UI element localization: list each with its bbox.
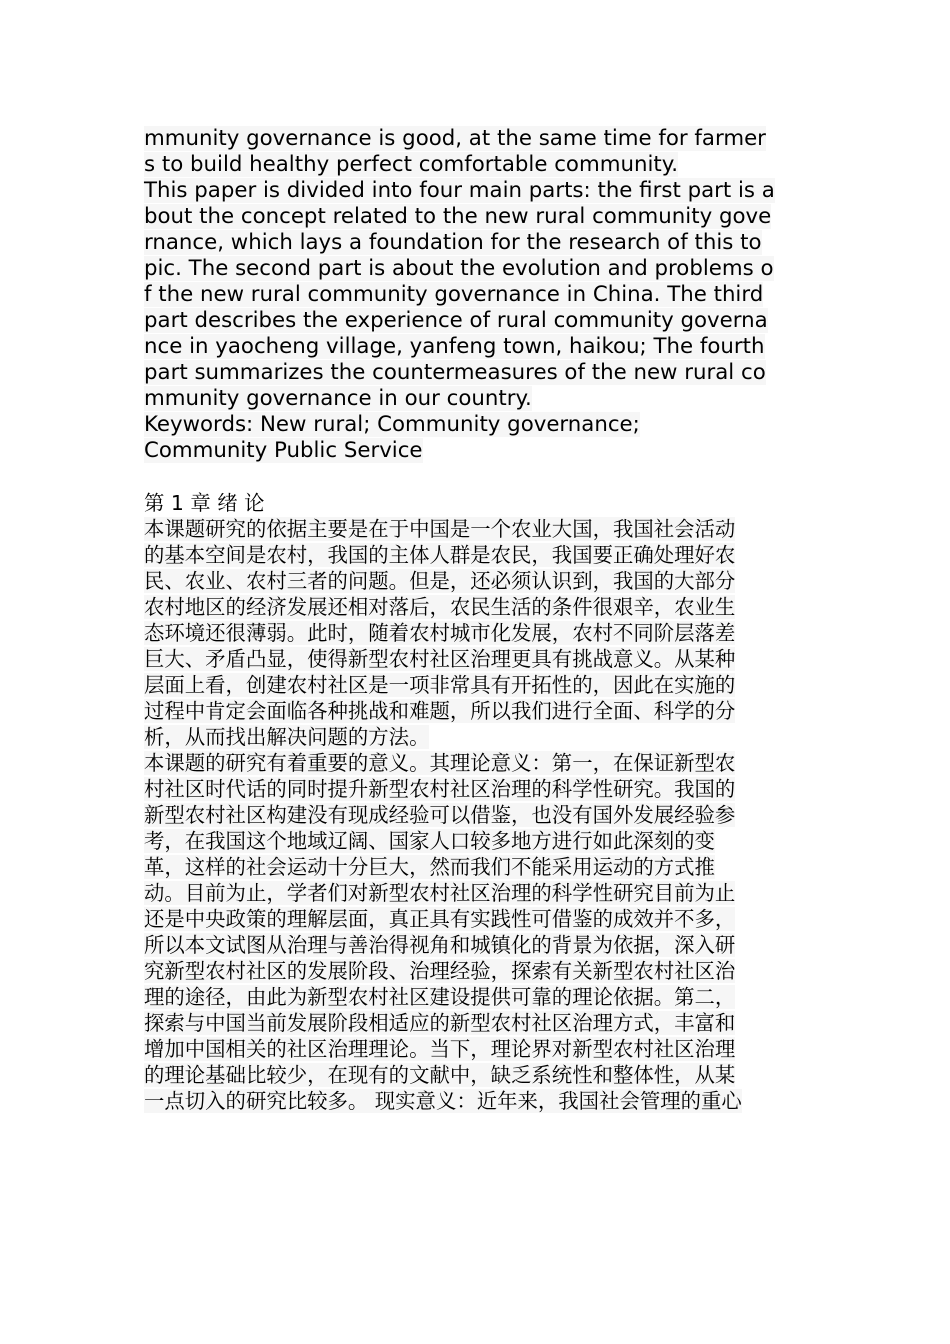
text-line: 本课题研究的依据主要是在于中国是一个农业大国，我国社会活动 [144,517,736,541]
chapter-heading: 第 1 章 绪 论 [144,491,265,515]
text-line: 析，从而找出解决问题的方法。 [144,725,430,749]
text-line: 考，在我国这个地域辽阔、国家人口较多地方进行如此深刻的变 [144,829,715,853]
text-line: 理的途径，由此为新型农村社区建设提供可靠的理论依据。第二， [144,985,736,1009]
blank-line [144,464,808,490]
text-line: 的基本空间是农村，我国的主体人群是农民，我国要正确处理好农 [144,543,736,567]
text-line: 过程中肯定会面临各种挑战和难题，所以我们进行全面、科学的分 [144,699,736,723]
text-line: 探索与中国当前发展阶段相适应的新型农村社区治理方式，丰富和 [144,1011,736,1035]
text-line: rnance, which lays a foundation for the research of this to [144,230,762,255]
text-line: 态环境还很薄弱。此时，随着农村城市化发展，农村不同阶层落差 [144,621,736,645]
text-line: 所以本文试图从治理与善治得视角和城镇化的背景为依据，深入研 [144,933,736,957]
text-line: f the new rural community governance in China. The third [144,282,764,307]
text-line: s to build healthy perfect comfortable community. [144,152,679,177]
text-line: This paper is divided into four main parts: the first part is a [144,178,775,203]
text-line: 动。目前为止，学者们对新型农村社区治理的科学性研究目前为止 [144,881,736,905]
text-line: 层面上看，创建农村社区是一项非常具有开拓性的，因此在实施的 [144,673,736,697]
text-line: 增加中国相关的社区治理理论。当下，理论界对新型农村社区治理 [144,1037,736,1061]
text-line: nce in yaocheng village, yanfeng town, haikou; The fourth [144,334,765,359]
text-line: 还是中央政策的理解层面，真正具有实践性可借鉴的成效并不多， [144,907,736,931]
keywords-line: Community Public Service [144,438,423,463]
text-line: 本课题的研究有着重要的意义。其理论意义：第一，在保证新型农 [144,751,736,775]
abstract-english [144,126,808,464]
chapter-section [144,490,808,1114]
keywords-line: Keywords: New rural; Community governance; [144,412,640,437]
document-page [144,126,808,1114]
text-line: 革，这样的社会运动十分巨大，然而我们不能采用运动的方式推 [144,855,715,879]
text-line: pic. The second part is about the evolution and problems o [144,256,774,281]
text-line: 农村地区的经济发展还相对落后，农民生活的条件很艰辛，农业生 [144,595,736,619]
text-line: 的理论基础比较少，在现有的文献中，缺乏系统性和整体性，从某 [144,1063,736,1087]
text-line: 巨大、矛盾凸显，使得新型农村社区治理更具有挑战意义。从某种 [144,647,736,671]
text-line: part describes the experience of rural community governa [144,308,768,333]
text-line: mmunity governance is good, at the same time for farmer [144,126,766,151]
paragraph [144,750,808,1114]
paragraph [144,516,808,750]
text-line: mmunity governance in our country. [144,386,532,411]
text-line: 民、农业、农村三者的问题。但是，还必须认识到，我国的大部分 [144,569,736,593]
text-line: 究新型农村社区的发展阶段、治理经验，探索有关新型农村社区治 [144,959,736,983]
text-line: 新型农村社区构建没有现成经验可以借鉴，也没有国外发展经验参 [144,803,736,827]
text-line: bout the concept related to the new rural community gove [144,204,772,229]
text-line: part summarizes the countermeasures of the new rural co [144,360,766,385]
text-line: 村社区时代话的同时提升新型农村社区治理的科学性研究。我国的 [144,777,736,801]
text-line: 一点切入的研究比较多。 现实意义：近年来，我国社会管理的重心 [144,1089,742,1113]
